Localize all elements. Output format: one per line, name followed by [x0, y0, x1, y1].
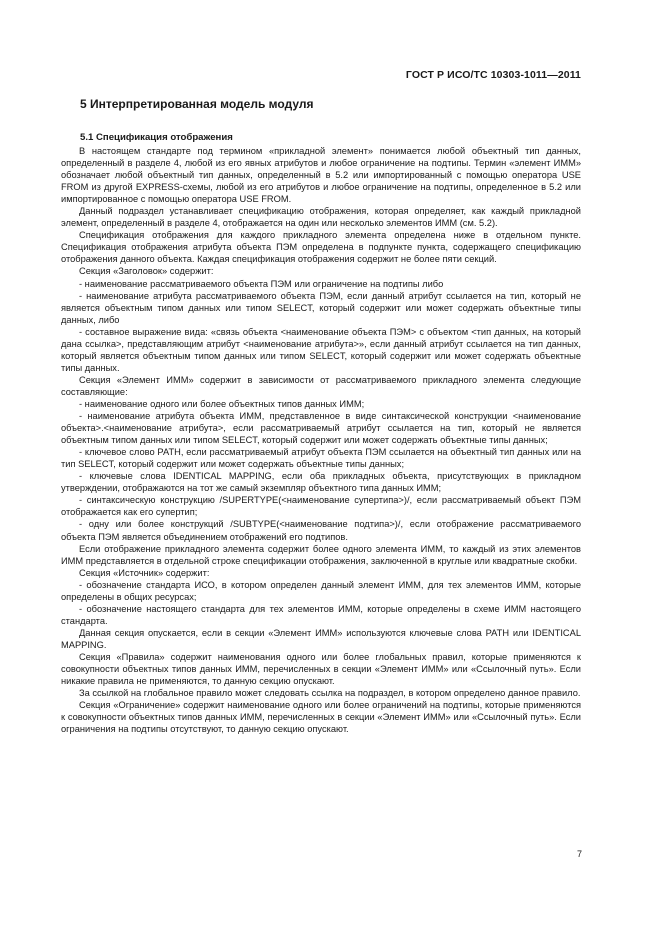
- list-item: - одну или более конструкций /SUBTYPE(<наименование подтипа>)/, если отображение рассматриваемого объекта ПЭМ является объединением отображений его подтипов.: [61, 519, 581, 542]
- paragraph: Данная секция опускается, если в секции «Элемент ИММ» используются ключевые слова PATH или IDENTICAL MAPPING.: [61, 627, 581, 650]
- list-item: - обозначение стандарта ИСО, в котором определен данный элемент ИММ, для тех элементов ИММ, которые определены в общих ресурсах;: [61, 579, 581, 602]
- list-item: - наименование атрибута объекта ИММ, представленное в виде синтаксической конструкции <наименование объекта>.<наименование атрибута>, если рассматриваемый атрибут ссылается на тип, который не является объектным типом данных или типом SELECT, который содержит или может содержать объектные типы данных;: [61, 411, 581, 446]
- body-text: [61, 145, 581, 735]
- page-number: 7: [576, 849, 582, 859]
- list-item: - составное выражение вида: «связь объекта <наименование объекта ПЭМ> с объектом <тип данных, на который дана ссылка>, представляющим атрибут <наименование атрибута>», если данный атрибут ссылается на тип данных, который является объектным типом данных или типом SELECT, который содержит или может содержать объектные типы данных.: [61, 326, 581, 373]
- list-item: - ключевые слова IDENTICAL MAPPING, если оба прикладных объекта, присутствующих в прикладном утверждении, отображаются на тот же самый экземпляр объектного типа данных ИММ;: [61, 471, 581, 494]
- paragraph: Секция «Элемент ИММ» содержит в зависимости от рассматриваемого прикладного элемента следующие составляющие:: [61, 374, 581, 397]
- list-item: - наименование рассматриваемого объекта ПЭМ или ограничение на подтипы либо: [79, 278, 444, 289]
- list-item: - наименование одного или более объектных типов данных ИММ;: [79, 398, 365, 409]
- paragraph: Секция «Правила» содержит наименования одного или более глобальных правил, которые применяются к совокупности объектных типов данных ИММ, перечисленных в секции «Элемент ИММ» или «Ссылочный путь». Если никакие правила не применяются, то данную секцию опускают.: [61, 651, 581, 687]
- paragraph: Если отображение прикладного элемента содержит более одного элемента ИММ, то каждый из этих элементов ИММ представляется в отдельной строке спецификации отображения, заключенной в круглые или квадратные скобки.: [61, 543, 581, 566]
- paragraph: Секция «Ограничение» содержит наименование одного или более ограничений на подтипы, которые применяются к совокупности объектных типов данных ИММ, перечисленных в секции «Элемент ИММ» или «Ссылочный путь». Если ограничения на подтипы отсутствуют, то данную секцию опускают.: [61, 700, 581, 735]
- list-item: - синтаксическую конструкцию /SUPERTYPE(<наименование супертипа>)/, если рассматриваемый объект ПЭМ отображается как его супертип;: [61, 495, 581, 518]
- paragraph: В настоящем стандарте под термином «прикладной элемент» понимается любой объектный тип данных, определенный в разделе 4, любой из его явных атрибутов и любое ограничение на подтипы. Термин «элемент ИММ» обозначает любой объектный тип данных, определенный в 5.2 или импортированный с помощью оператора USE FROM из другой EXPRESS-схемы, любой из его атрибутов и любое ограничение на подтипы, определенное в 5.2 или импортированное с помощью оператора USE FROM.: [61, 146, 581, 205]
- subsection-title: 5.1 Спецификация отображения: [80, 132, 233, 143]
- list-item: - ключевое слово PATH, если рассматриваемый атрибут объекта ПЭМ ссылается на объектный тип данных или на тип SELECT, который содержит или может содержать объектные типы данных;: [61, 447, 581, 470]
- list-item: - наименование атрибута рассматриваемого объекта ПЭМ, если данный атрибут ссылается на тип, который не является объектным типом данных или типом SELECT, который содержит или может содержать объектные типы данных, либо: [61, 290, 581, 325]
- paragraph: Секция «Источник» содержит:: [79, 567, 210, 578]
- standard-header: ГОСТ Р ИСО/ТС 10303-1011—2011: [405, 69, 581, 81]
- paragraph: Спецификация отображения для каждого прикладного элемента определена ниже в отдельном пункте. Спецификация отображения атрибута объекта ПЭМ определена в подпункте пункта, содержащего спецификацию отображения данного объекта. Каждая спецификация отображения содержит не более пяти секций.: [61, 230, 581, 265]
- list-item: - обозначение настоящего стандарта для тех элементов ИММ, которые определены в схеме ИММ настоящего стандарта.: [61, 603, 581, 626]
- paragraph: Секция «Заголовок» содержит:: [79, 266, 214, 277]
- section-title: 5 Интерпретированная модель модуля: [80, 97, 314, 111]
- paragraph: За ссылкой на глобальное правило может следовать ссылка на подраздел, в котором определено данное правило.: [79, 688, 581, 699]
- paragraph: Данный подраздел устанавливает спецификацию отображения, которая определяет, как каждый прикладной элемент, определенный в разделе 4, отображается на один или несколько элементов ИММ (см. 5.2).: [61, 206, 581, 229]
